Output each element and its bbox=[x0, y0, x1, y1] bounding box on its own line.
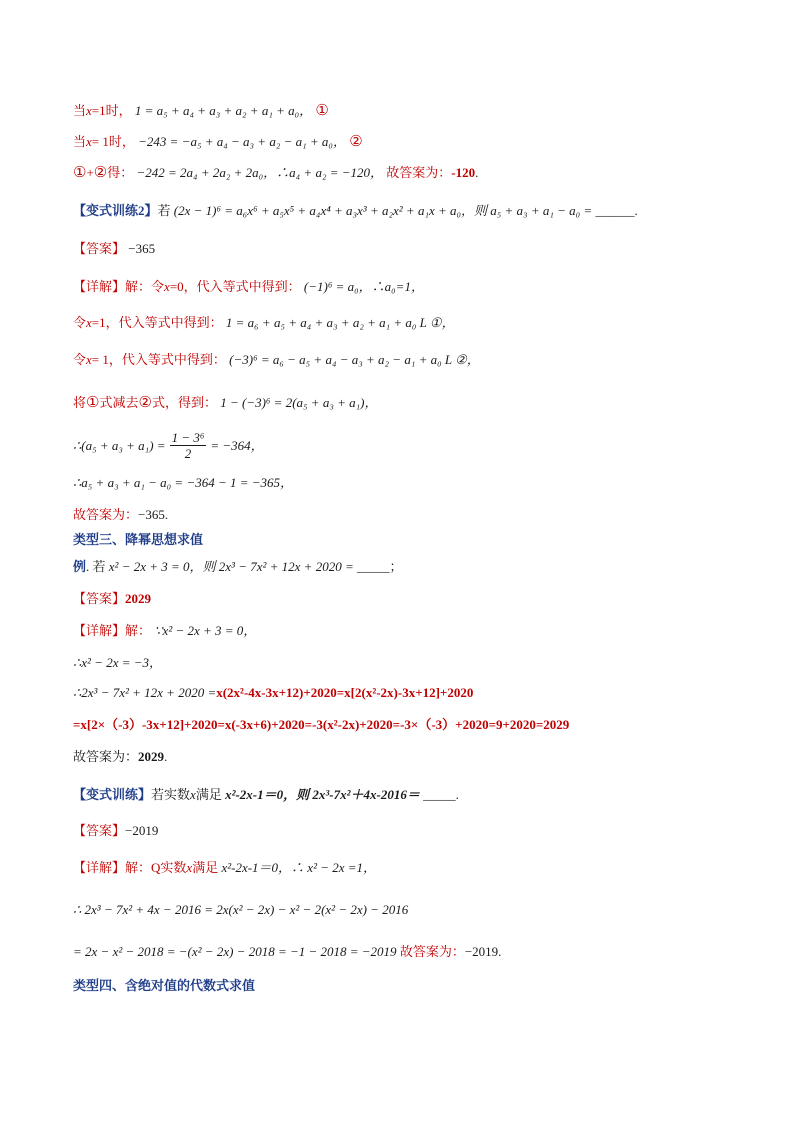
equation: = 2x − x² − 2018 = −(x² − 2x) − 2018 = −1 − 2018 = −2019 bbox=[73, 944, 397, 959]
answer-line bbox=[73, 590, 151, 608]
example-question: 例. 若 x² − 2x + 3 = 0，则 2x³ − 7x² + 12x + 2020 = _____； bbox=[73, 559, 403, 574]
equation: ∵x² − 2x + 3 = 0， bbox=[154, 623, 257, 638]
fraction-denominator: 2 bbox=[184, 446, 192, 461]
answer-line bbox=[73, 240, 155, 258]
answer-value: -120 bbox=[451, 165, 476, 180]
equation: x² − 2x + 3 = 0，则 2x³ − 7x² + 12x + 2020 = bbox=[108, 559, 354, 574]
equation: ∴2x³ − 7x² + 12x + 2020 = bbox=[73, 685, 217, 700]
answer-blank: _____ bbox=[356, 559, 390, 574]
section-title-type-4: 类型四、含绝对值的代数式求值 bbox=[73, 978, 256, 993]
equation: −242 = 2a₄ + 2a₂ + 2a₀，∴a₄ + a₂ = −120， bbox=[136, 165, 384, 180]
explanation-line-11: 【详解】解：Q实数x满足 x²-2x-1＝0，∴ x² − 2x =1， bbox=[73, 860, 377, 875]
solution-line-2: 当x= 1时， −243 = −a₅ + a₄ − a₃ + a₂ − a₁ + a₀， ② bbox=[73, 134, 363, 150]
equation: x²-2x-1＝0，∴ x² − 2x =1， bbox=[221, 860, 377, 875]
circled-marker: ② bbox=[349, 134, 363, 150]
equation: (−1)⁶ = a₀，∴a₀=1， bbox=[303, 279, 424, 294]
equation: ∴a₅ + a₃ + a₁ − a₀ = −364 − 1 = −365， bbox=[73, 475, 294, 490]
explanation-label: 【详解】 bbox=[73, 860, 126, 875]
derivation: =x[2×（-3）-3x+12]+2020=x(-3x+6)+2020=-3(x²-2x)+2020=-3×（-3）+2020=9+2020=2029 bbox=[73, 717, 570, 732]
answer-label: 【答案】 bbox=[73, 591, 126, 606]
explanation-line-7: 【详解】解： ∵x² − 2x + 3 = 0， bbox=[73, 623, 257, 638]
answer-blank: _____ bbox=[423, 787, 456, 802]
answer-value: 2029 bbox=[125, 591, 152, 606]
explanation-line-10 bbox=[73, 716, 569, 734]
section-label: 【变式训练】 bbox=[73, 787, 152, 802]
answer-value: −365 bbox=[138, 507, 165, 522]
answer-value: −365 bbox=[128, 241, 156, 256]
equation: −243 = −a₅ + a₄ − a₃ + a₂ − a₁ + a₀， bbox=[138, 134, 346, 149]
answer-blank: ______ bbox=[595, 203, 635, 218]
circled-marker: ① bbox=[315, 103, 329, 119]
explanation-line-6 bbox=[73, 474, 293, 492]
answer-value: −2019 bbox=[464, 944, 499, 959]
final-answer-line: 故答案为：2029. bbox=[73, 749, 168, 764]
explanation-label: 【详解】 bbox=[73, 623, 126, 638]
equation: 1 = a₆ + a₅ + a₄ + a₃ + a₂ + a₁ + a₀ L ①， bbox=[225, 315, 455, 330]
answer-label: 【答案】 bbox=[73, 823, 126, 838]
final-answer-line: 故答案为：−365. bbox=[73, 507, 169, 522]
explanation-line-12 bbox=[73, 901, 408, 919]
derivation: x(2x²-4x-3x+12)+2020=x[2(x²-2x)-3x+12]+2020 bbox=[216, 685, 474, 700]
variant-training-question: 【变式训练】若实数x满足 x²-2x-1＝0，则 2x³-7x²＋4x-2016＝ _____. bbox=[73, 787, 459, 802]
equation: x²-2x-1＝0，则 2x³-7x²＋4x-2016＝ bbox=[225, 787, 420, 802]
variant-training-2-question: 【变式训练2】若 (2x − 1)⁶ = a₆x⁶ + a₅x⁵ + a₄x⁴ + a₃x³ + a₂x² + a₁x + a₀，则 a₅ + a₃ + a₁ − a₀ = ______. bbox=[73, 203, 638, 218]
explanation-line-3: 令x= 1，代入等式中得到： (−3)⁶ = a₆ − a₅ + a₄ − a₃ + a₂ − a₁ + a₀ L ②， bbox=[73, 352, 480, 367]
solution-line-1: 当x=1时， 1 = a₅ + a₄ + a₃ + a₂ + a₁ + a₀， ① bbox=[73, 103, 329, 119]
section-title-type-3: 类型三、降幂思想求值 bbox=[73, 532, 204, 547]
equation: 1 − (−3)⁶ = 2(a₅ + a₃ + a₁)， bbox=[220, 395, 378, 410]
equation: (−3)⁶ = a₆ − a₅ + a₄ − a₃ + a₂ − a₁ + a₀ L ②， bbox=[229, 352, 480, 367]
fraction bbox=[170, 430, 207, 461]
answer-value: −2019 bbox=[125, 823, 159, 838]
example-label: 例 bbox=[73, 559, 87, 574]
equation: ∴ 2x³ − 7x² + 4x − 2016 = 2x(x² − 2x) − x² − 2(x² − 2x) − 2016 bbox=[73, 902, 409, 917]
equation: ∴x² − 2x = −3， bbox=[73, 655, 163, 670]
answer-value: 2029 bbox=[138, 749, 165, 764]
explanation-line-4: 将①式减去②式，得到： 1 − (−3)⁶ = 2(a₅ + a₃ + a₁)， bbox=[73, 395, 378, 411]
explanation-line-9 bbox=[73, 684, 473, 702]
explanation-line-1: 【详解】解：令x=0，代入等式中得到： (−1)⁶ = a₀，∴a₀=1， bbox=[73, 279, 424, 294]
fraction-numerator: 1 − 3⁶ bbox=[171, 430, 205, 445]
explanation-line-8 bbox=[73, 654, 162, 672]
section-label: 【变式训练2】 bbox=[73, 203, 158, 218]
explanation-line-13: = 2x − x² − 2018 = −(x² − 2x) − 2018 = −1 − 2018 = −2019 故答案为：−2019. bbox=[73, 944, 502, 959]
answer-line bbox=[73, 822, 158, 840]
equation: 1 = a₅ + a₄ + a₃ + a₂ + a₁ + a₀， bbox=[134, 103, 313, 118]
explanation-line-2: 令x=1，代入等式中得到： 1 = a₆ + a₅ + a₄ + a₃ + a₂ + a₁ + a₀ L ①， bbox=[73, 315, 455, 330]
solution-line-3: ①+②得： −242 = 2a₄ + 2a₂ + 2a₀，∴a₄ + a₂ = −120， 故答案为：-120. bbox=[73, 165, 479, 181]
answer-label: 【答案】 bbox=[73, 241, 126, 256]
explanation-line-5: ∴(a₅ + a₃ + a₁) = $\frac{\text{1 − 3⁶}}{2}$ = −364， bbox=[73, 430, 264, 461]
explanation-label: 【详解】 bbox=[73, 279, 126, 294]
equation: (2x − 1)⁶ = a₆x⁶ + a₅x⁵ + a₄x⁴ + a₃x³ + a₂x² + a₁x + a₀，则 a₅ + a₃ + a₁ − a₀ = bbox=[173, 203, 593, 218]
